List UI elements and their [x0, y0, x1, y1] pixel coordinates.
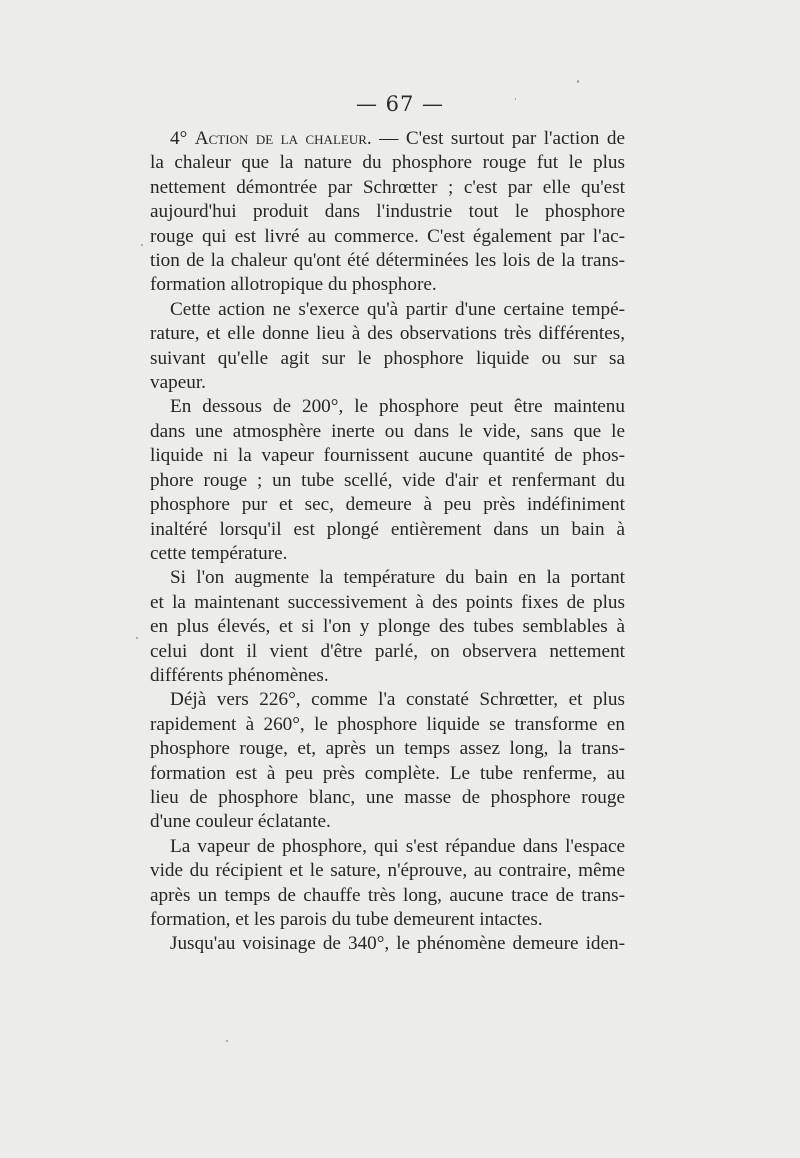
text-line [150, 151, 625, 175]
text-line [150, 908, 625, 932]
paragraph [150, 566, 625, 688]
text-line [150, 713, 625, 737]
line-text: formation allotropique du phosphore. [150, 274, 437, 296]
text-line [150, 420, 625, 444]
line-text: Cette action ne s'exerce qu'à partir d'une certaine tempé- [170, 298, 625, 320]
line-text: phore rouge ; un tube scellé, vide d'air et renfermant du [150, 469, 625, 491]
text-line [150, 932, 625, 956]
text-line [150, 640, 625, 664]
text-line [150, 298, 625, 322]
line-text: rature, et elle donne lieu à des observations très différentes, [150, 323, 625, 345]
text-line [150, 591, 625, 615]
line-text: Déjà vers 226°, comme l'a constaté Schrœtter, et plus [170, 689, 625, 711]
text-line [150, 810, 625, 834]
line-text: nettement démontrée par Schrœtter ; c'est par elle qu'est [150, 176, 625, 198]
text-line [150, 762, 625, 786]
text-line [150, 615, 625, 639]
paper-speck [515, 98, 516, 100]
page-number: — 67 — [355, 92, 445, 116]
text-line [150, 664, 625, 688]
body-text [150, 127, 625, 957]
text-line [150, 786, 625, 810]
paragraph [150, 298, 625, 396]
line-text: formation, et les parois du tube demeurent intactes. [150, 909, 543, 930]
text-line [150, 200, 625, 224]
paragraph [150, 127, 625, 298]
line-text: celui dont il vient d'être parlé, on observera nettement [150, 640, 625, 662]
line-text: vide du récipient et le sature, n'éprouve, au contraire, même [150, 860, 625, 882]
paper-speck [136, 637, 138, 639]
line-text: différents phénomènes. [150, 664, 329, 686]
text-line [150, 249, 625, 273]
text-line [150, 518, 625, 542]
line-text: rouge qui est livré au commerce. C'est également par l'ac- [150, 225, 625, 247]
text-line [150, 469, 625, 493]
paragraph [150, 835, 625, 933]
line-text: après un temps de chauffe très long, aucune trace de trans- [150, 884, 625, 906]
paper-speck [141, 244, 143, 246]
line-text: aujourd'hui produit dans l'industrie tout le phosphore [150, 201, 625, 223]
text-line [150, 688, 625, 712]
line-text: dans une atmosphère inerte ou dans le vide, sans que le [150, 420, 625, 442]
text-line [150, 322, 625, 346]
line-text: d'une couleur éclatante. [150, 811, 331, 833]
paper-speck [577, 80, 579, 83]
paragraph [150, 932, 625, 956]
line-text: inaltéré lorsqu'il est plongé entièrement dans un bain à [150, 518, 625, 540]
line-text: en plus élevés, et si l'on y plonge des tubes semblables à [150, 616, 625, 638]
text-line [150, 371, 625, 395]
line-text: tion de la chaleur qu'ont été déterminées les lois de la trans- [150, 250, 625, 272]
text-line [150, 566, 625, 590]
text-line [150, 176, 625, 200]
line-text: liquide ni la vapeur fournissent aucune quantité de phos- [150, 445, 625, 467]
section-number: 4° [170, 128, 188, 149]
paragraph [150, 395, 625, 566]
text-line [150, 273, 625, 297]
text-line [150, 347, 625, 371]
text-line [150, 859, 625, 883]
line-text: phosphore rouge, et, après un temps assez long, la trans- [150, 738, 625, 760]
line-text: Jusqu'au voisinage de 340°, le phénomène demeure iden- [170, 933, 625, 955]
text-line [150, 884, 625, 908]
text-line [150, 225, 625, 249]
text-line [150, 493, 625, 517]
line-text: rapidement à 260°, le phosphore liquide se transforme en [150, 713, 625, 735]
paper-speck [226, 1040, 228, 1042]
line-text: et la maintenant successivement à des points fixes de plus [150, 591, 625, 613]
line-text: lieu de phosphore blanc, une masse de phosphore rouge [150, 786, 625, 808]
text-line [150, 737, 625, 761]
line-text: Si l'on augmente la température du bain en la portant [170, 567, 625, 589]
text-line [150, 835, 625, 859]
line-text: En dessous de 200°, le phosphore peut être maintenu [170, 396, 625, 418]
line-text: suivant qu'elle agit sur le phosphore liquide ou sur sa [150, 347, 625, 369]
text-line [150, 395, 625, 419]
text-line [150, 542, 625, 566]
line-text: formation est à peu près complète. Le tube renferme, au [150, 762, 625, 784]
line-text: phosphore pur et sec, demeure à peu près indéfiniment [150, 494, 625, 516]
text-line [150, 127, 625, 151]
text-line [150, 444, 625, 468]
line-text: cette température. [150, 542, 288, 564]
section-heading: Action de la chaleur. [194, 128, 372, 149]
line-text: vapeur. [150, 372, 206, 394]
line-text: La vapeur de phosphore, qui s'est répandue dans l'espace [170, 835, 625, 857]
line-text: la chaleur que la nature du phosphore rouge fut le plus [150, 152, 625, 174]
paragraph [150, 688, 625, 834]
line-text: — C'est surtout par l'action de [371, 128, 625, 149]
